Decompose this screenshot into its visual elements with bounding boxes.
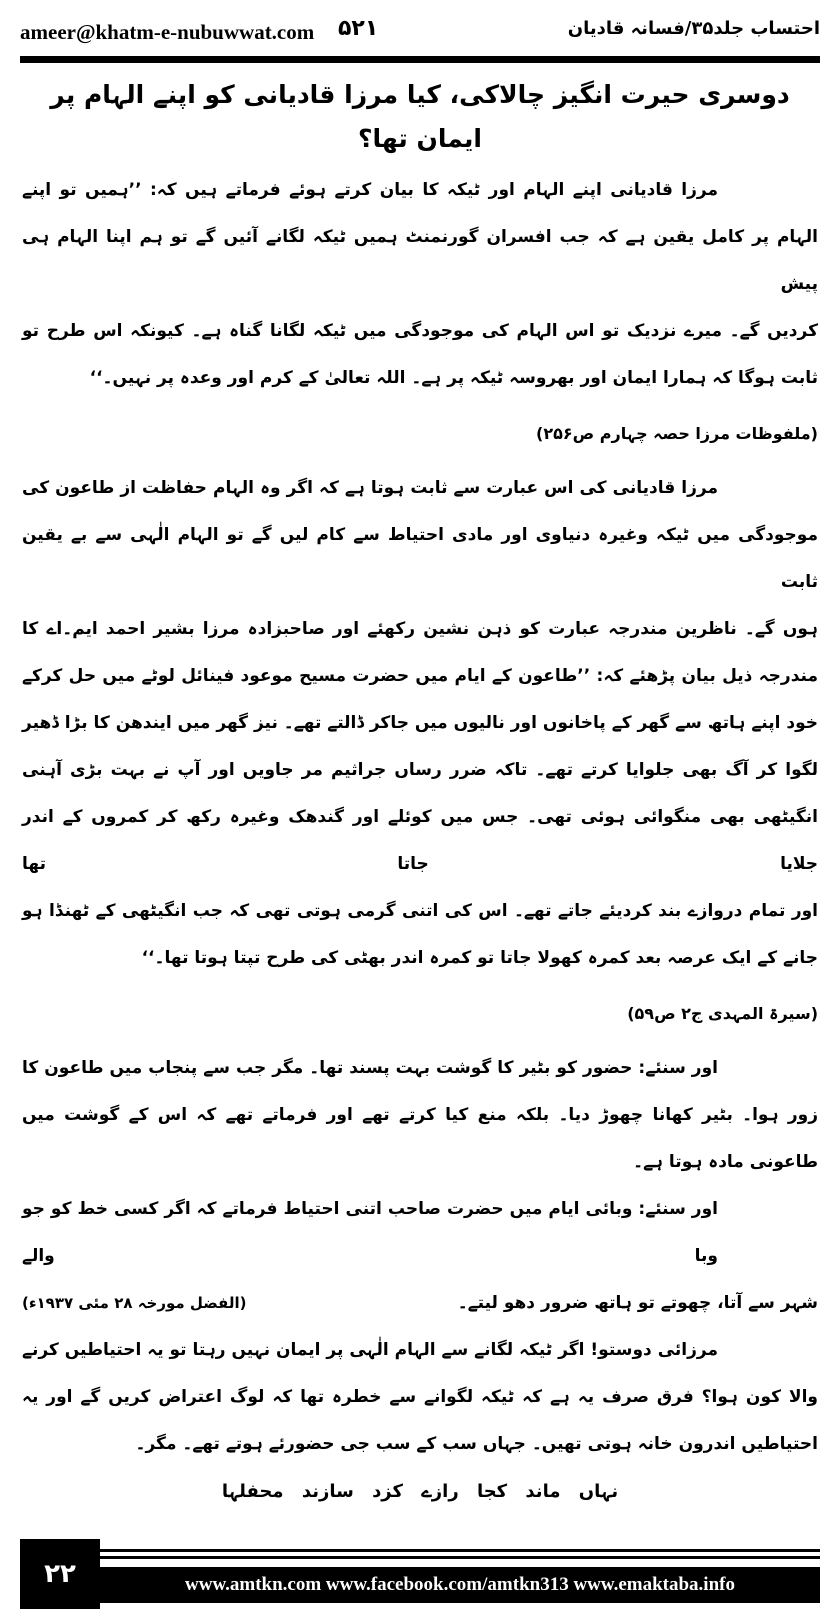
header-rule	[20, 56, 820, 63]
text-line: الہام پر کامل یقین ہے کہ جب افسران گورنمنٹ ہمیں ٹیکہ لگانے آئیں گے تو ہم اپنا الہام ہی پیش	[22, 227, 818, 294]
text-line: اور سنئے: وبائی ایام میں حضرت صاحب اتنی احتیاط فرماتے کہ اگر کسی خط کو جو وبا والے	[22, 1199, 718, 1266]
text-line: احتیاطیں اندرون خانہ ہوتی تھیں۔ جہاں سب کے سب جی حضورئے ہوتے تھے۔ مگر۔	[135, 1434, 818, 1454]
page-footer	[20, 1539, 820, 1611]
text-line	[22, 1280, 818, 1327]
reference-citation: (الفضل مورخہ ۲۸ مئی ۱۹۳۷ء)	[22, 1294, 247, 1312]
book-title: احتساب جلد۳۵/فسانہ قادیان	[567, 18, 820, 39]
text-line: کردیں گے۔ میرے نزدیک تو اس الہام کی موجودگی میں ٹیکہ لگانا گناہ ہے۔ کیونکہ اس طرح تو	[22, 321, 818, 341]
text-line: موجودگی میں ٹیکہ وغیرہ دنیاوی اور مادی احتیاط سے کام لیں گے تو الہام الٰہی سے بے یقین ثابت	[22, 525, 818, 592]
text-line: زور ہوا۔ بٹیر کھانا چھوڑ دیا۔ بلکہ منع کیا کرتے تھے اور فرماتے تھے کہ اس کے گوشت میں	[22, 1105, 818, 1125]
text-line: جانے کے ایک عرصہ بعد کمرہ کھولا جاتا تو کمرہ اندر بھٹی کی طرح تپتا ہوتا تھا۔‘‘	[141, 948, 818, 968]
text-line: اور تمام دروازے بند کردیئے جاتے تھے۔ اس کی اتنی گرمی ہوتی تھی کہ جب انگیٹھی کے ٹھنڈا ہو	[22, 901, 818, 921]
text-line: مرزا قادیانی اپنے الہام اور ٹیکہ کا بیان کرتے ہوئے فرماتے ہیں کہ: ’’ہمیں تو اپنے	[22, 180, 718, 200]
text-line: مرزائی دوستو! اگر ٹیکہ لگانے سے الہام الٰہی پر ایمان نہیں رہتا تو یہ احتیاطیں کرنے	[22, 1340, 718, 1360]
footer-links: www.amtkn.com www.facebook.com/amtkn313 www.emaktaba.info	[100, 1567, 820, 1603]
footer-double-rule	[100, 1549, 820, 1559]
text-line: مرزا قادیانی کی اس عبارت سے ثابت ہوتا ہے کہ اگر وہ الہام حفاظت از طاعون کی	[22, 478, 718, 498]
text-line: طاعونی مادہ ہوتا ہے۔	[633, 1152, 818, 1172]
footer-badge: ۲۲	[20, 1539, 100, 1609]
page-number: ۵۲۱	[338, 16, 379, 41]
reference-citation: (ملفوظات مرزا حصہ چہارم ص۲۵۶)	[536, 424, 818, 443]
text-line: والا کون ہوا؟ فرق صرف یہ ہے کہ ٹیکہ لگوانے سے خطرہ تھا کہ لوگ اعتراض کریں گے اور یہ	[22, 1387, 818, 1407]
text-line-segment: شہر سے آتا، چھوتے تو ہاتھ ضرور دھو لیتے۔	[457, 1293, 818, 1313]
text-line: خود اپنے ہاتھ سے گھر کے پاخانوں اور نالیوں میں جاکر ڈالتے تھے۔ نیز گھر میں ایندھن کا بڑا ڈھیر	[22, 713, 818, 733]
text-line: انگیٹھی بھی منگوائی ہوئی تھی۔ جس میں کوئلے اور گندھک وغیرہ رکھ کر کمروں کے اندر جلایا جاتا تھا	[22, 807, 818, 874]
text-line: اور سنئے: حضور کو بٹیر کا گوشت بہت پسند تھا۔ مگر جب سے پنجاب میں طاعون کا	[22, 1058, 718, 1078]
text-line: ثابت ہوگا کہ ہمارا ایمان اور بھروسہ ٹیکہ پر ہے۔ اللہ تعالیٰ کے کرم اور وعدہ پر نہیں۔‘‘	[89, 368, 818, 388]
text-line: لگوا کر آگ بھی جلوایا کرتے تھے۔ تاکہ ضرر رساں جراثیم مر جاویں اور آپ نے بہت بڑی آہنی	[22, 760, 818, 780]
text-line: مندرجہ ذیل بیان پڑھئے کہ: ’’طاعون کے ایام میں حضرت مسیح موعود فینائل لوٹے میں حل کرکے	[22, 666, 818, 686]
page-title: دوسری حیرت انگیز چالاکی، کیا مرزا قادیانی کو اپنے الہام پر ایمان تھا؟	[50, 80, 790, 153]
reference-citation: (سیرۃ المہدی ج۲ ص۵۹)	[627, 1004, 818, 1023]
text-line: ہوں گے۔ ناظرین مندرجہ عبارت کو ذہن نشین رکھئے اور صاحبزادہ مرزا بشیر احمد ایم۔اے کا	[22, 619, 818, 639]
persian-couplet: نہاں ماند کجا رازے کزد سازند محفلہا	[221, 1481, 619, 1502]
page-header	[20, 14, 820, 54]
document-body	[20, 167, 820, 1515]
header-email: ameer@khatm-e-nubuwwat.com	[20, 20, 315, 44]
